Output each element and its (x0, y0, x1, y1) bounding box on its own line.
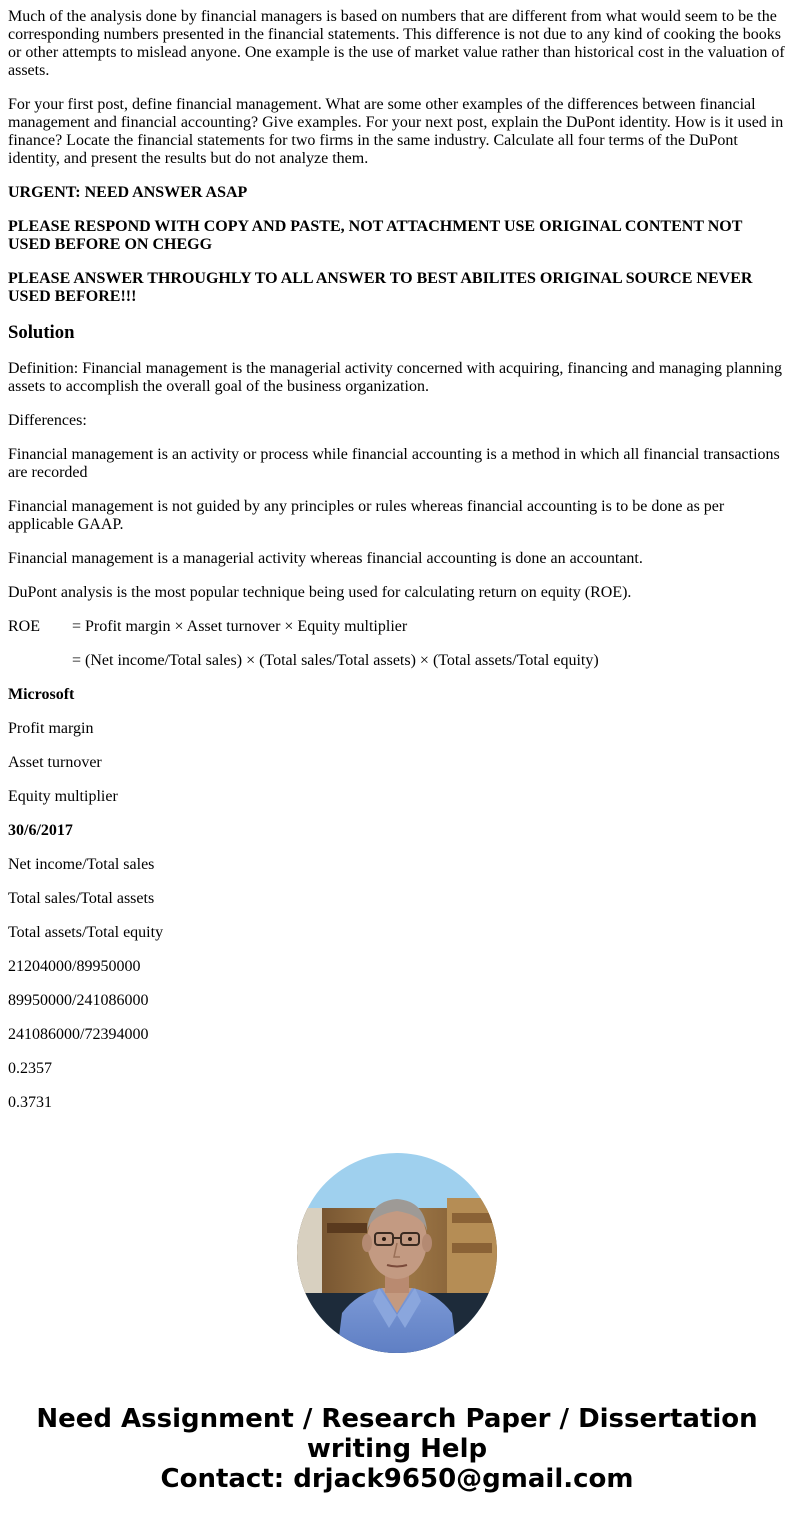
dupont-intro: DuPont analysis is the most popular technique being used for calculating return on equity (ROE). (8, 584, 632, 601)
question-paragraph-2: For your first post, define financial management. What are some other examples of the differences between financial management and financial accounting? Give examples. For your next post, explain the DuPont identity. How is it used in finance? Locate the financial statements for two firms in the same industry. Calculate all four terms of the DuPont identity, and present the results but do not analyze them. (8, 96, 784, 167)
footer-help-text: Need Assignment / Research Paper / Dissertation writing Help (36, 1404, 758, 1464)
solution-heading: Solution (8, 322, 75, 343)
roe-formula: = Profit margin × Asset turnover × Equity multiplier (72, 618, 408, 635)
roe-formula-line (8, 618, 786, 636)
term-equity-multiplier: Equity multiplier (8, 788, 118, 805)
roe-formula-line-2 (8, 652, 786, 670)
ratio-sales-assets: Total sales/Total assets (8, 890, 155, 907)
question-paragraph-1: Much of the analysis done by financial managers is based on numbers that are different from what would seem to be the corresponding numbers presented in the financial statements. This difference is not due to any kind of cooking the books or other attempts to mislead anyone. One example is the use of market value rather than historical cost in the valuation of assets. (8, 8, 785, 79)
term-asset-turnover: Asset turnover (8, 754, 102, 771)
footer-banner (0, 1404, 794, 1494)
author-avatar (297, 1153, 497, 1353)
difference-3: Financial management is a managerial activity whereas financial accounting is done an accountant. (8, 550, 643, 567)
ratio-net-income-sales: Net income/Total sales (8, 856, 155, 873)
difference-1: Financial management is an activity or process while financial accounting is a method in which all financial transactions are recorded (8, 446, 780, 481)
differences-label: Differences: (8, 412, 87, 429)
urgent-note: URGENT: NEED ANSWER ASAP (8, 184, 248, 201)
calc-equity-multiplier: 241086000/72394000 (8, 1026, 149, 1043)
copy-paste-note: PLEASE RESPOND WITH COPY AND PASTE, NOT ATTACHMENT USE ORIGINAL CONTENT NOT USED BEFORE ON CHEGG (8, 218, 743, 253)
footer-contact: Contact: drjack9650@gmail.com (160, 1464, 634, 1494)
roe-formula-expanded: = (Net income/Total sales) × (Total sales/Total assets) × (Total assets/Total equity) (72, 652, 599, 669)
term-profit-margin: Profit margin (8, 720, 94, 737)
roe-label: ROE (8, 618, 40, 635)
fiscal-date: 30/6/2017 (8, 822, 73, 839)
company-name: Microsoft (8, 686, 75, 703)
result-profit-margin: 0.2357 (8, 1060, 52, 1077)
ratio-assets-equity: Total assets/Total equity (8, 924, 164, 941)
author-portrait-image (297, 1153, 497, 1353)
result-asset-turnover: 0.3731 (8, 1094, 52, 1111)
calc-asset-turnover: 89950000/241086000 (8, 992, 149, 1009)
difference-2: Financial management is not guided by any principles or rules whereas financial accounting is to be done as per applicable GAAP. (8, 498, 725, 533)
calc-profit-margin: 21204000/89950000 (8, 958, 141, 975)
thoroughly-note: PLEASE ANSWER THROUGHLY TO ALL ANSWER TO BEST ABILITES ORIGINAL SOURCE NEVER USED BEFORE!!! (8, 270, 753, 305)
definition-text: Definition: Financial management is the managerial activity concerned with acquiring, financing and managing planning assets to accomplish the overall goal of the business organization. (8, 360, 782, 395)
